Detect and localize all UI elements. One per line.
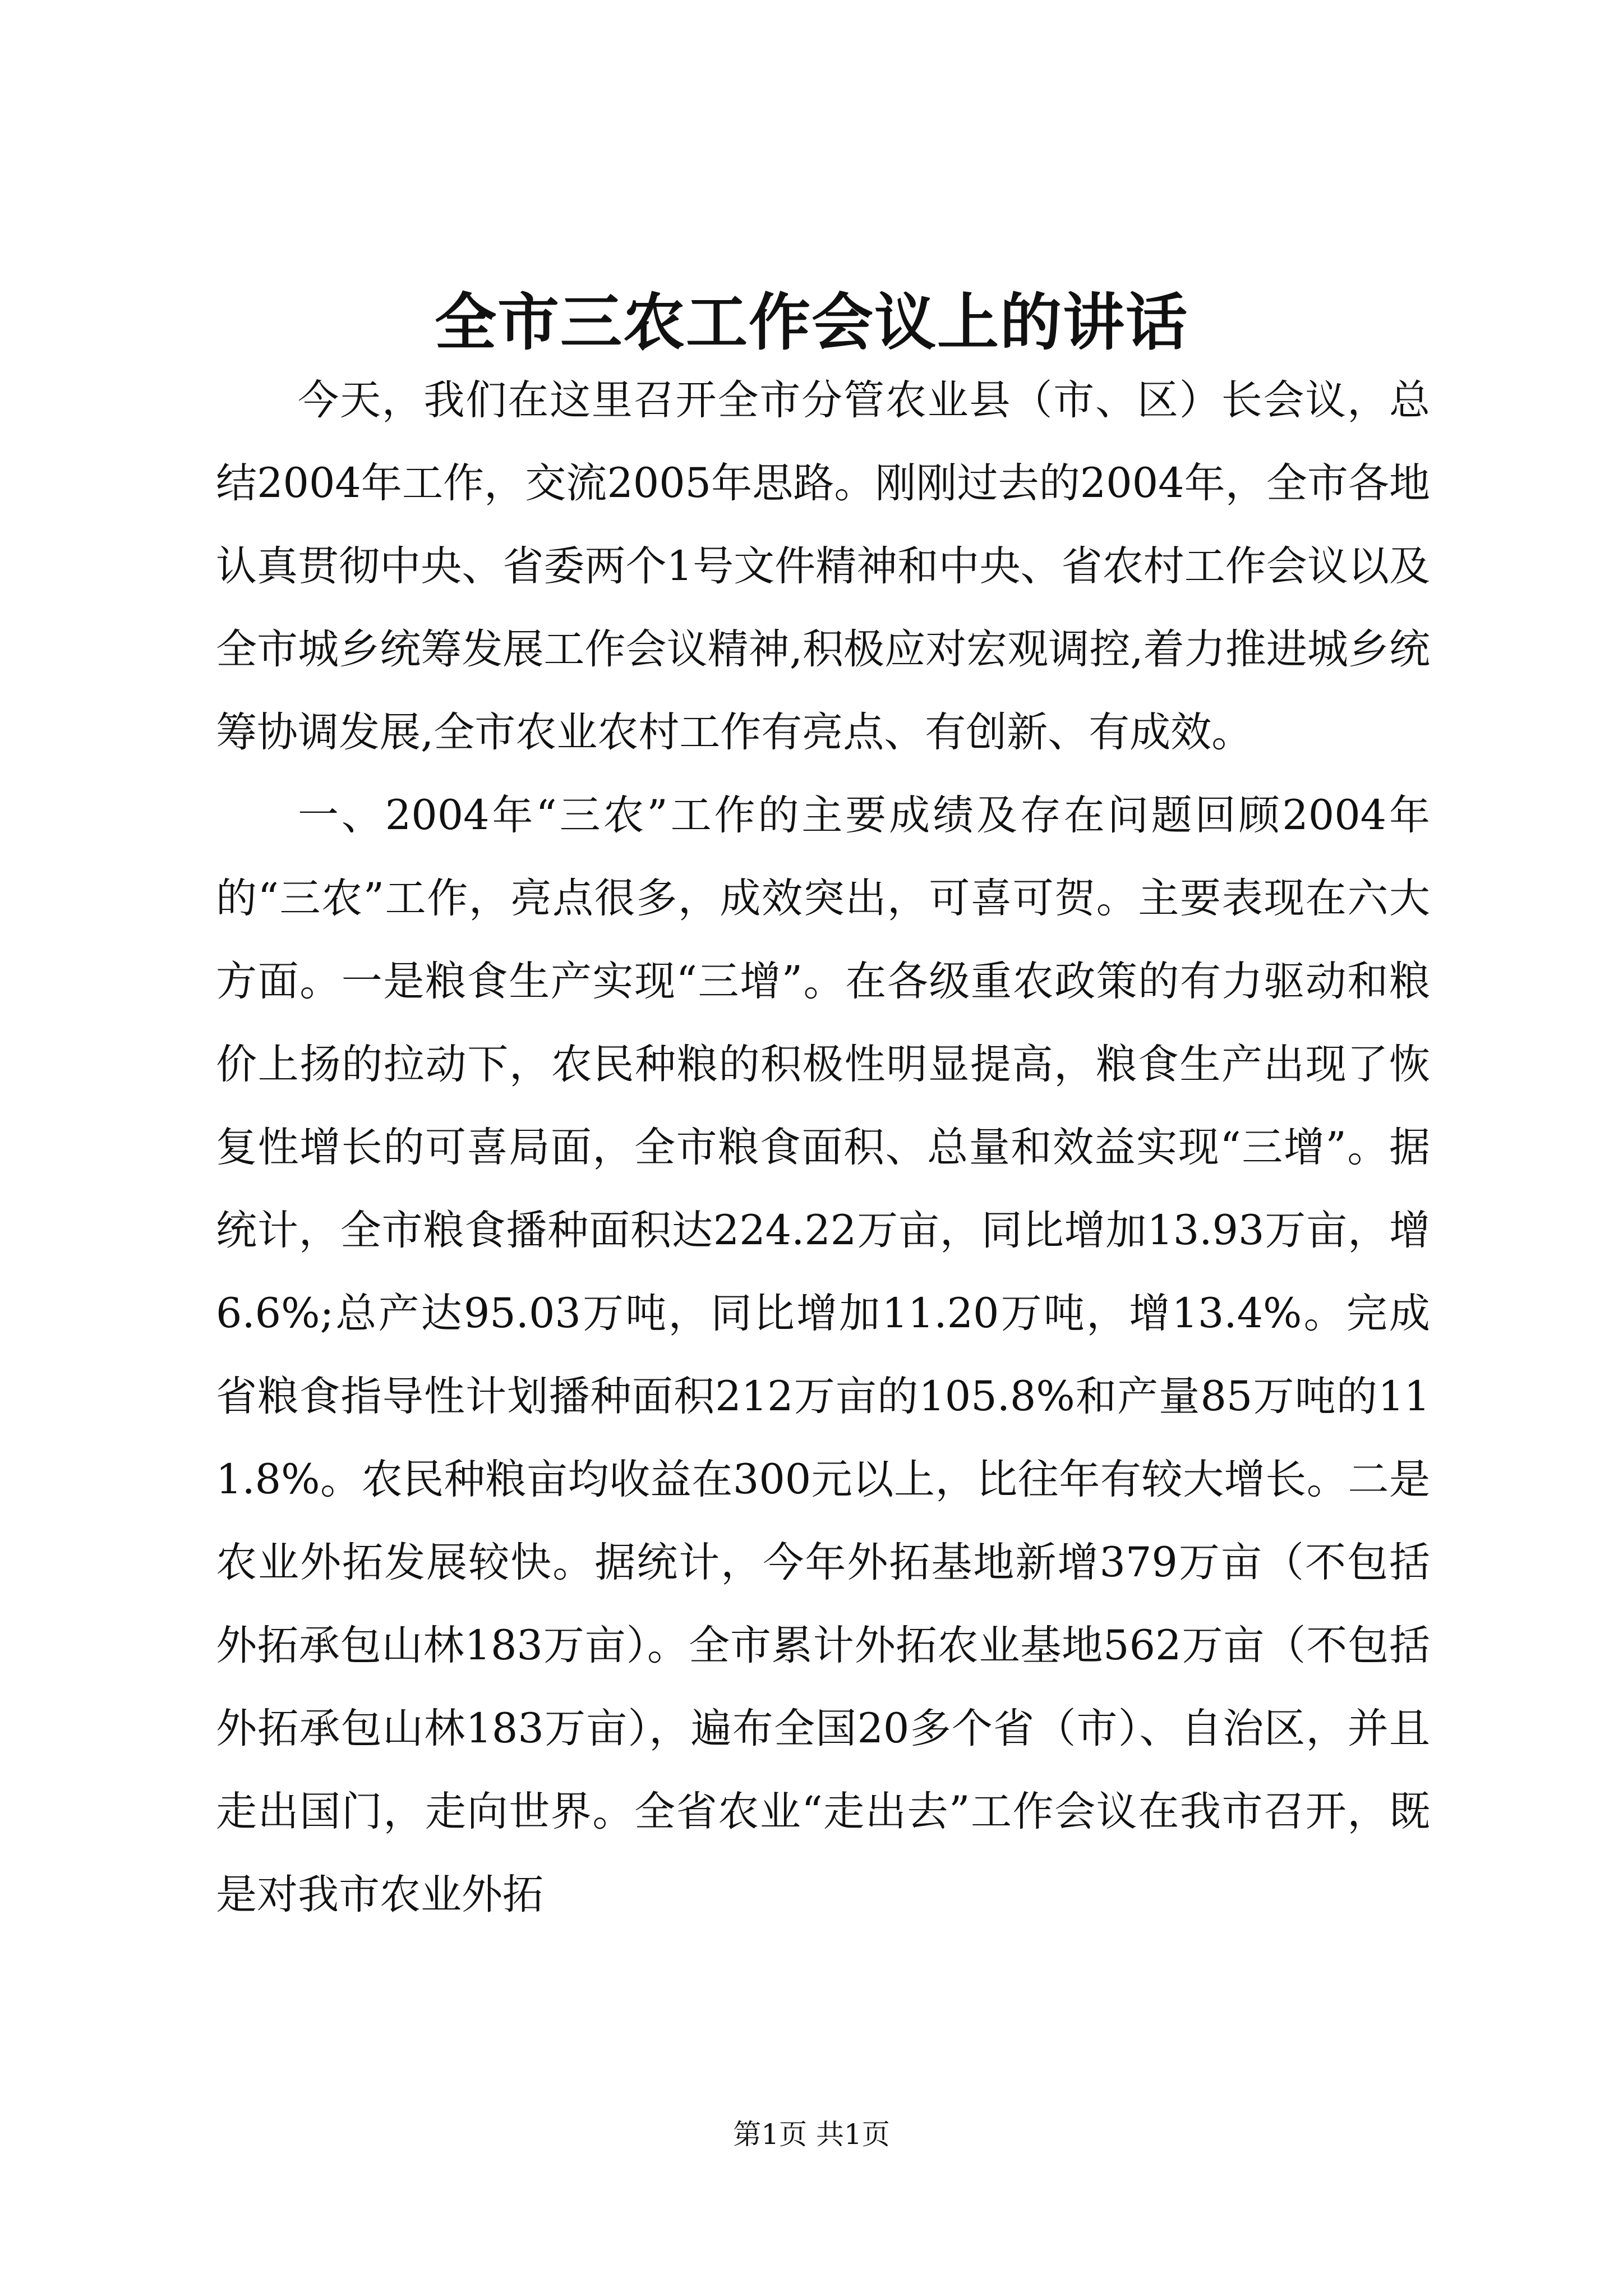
page-number-footer: 第1页 共1页 [733,2118,890,2151]
document-body [216,359,1430,1936]
paragraph-intro: 今天，我们在这里召开全市分管农业县（市、区）长会议，总结2004年工作，交流2005年思路。刚刚过去的2004年，全市各地认真贯彻中央、省委两个1号文件精神和中央、省农村工作会议以及全市城乡统筹发展工作会议精神,积极应对宏观调控,着力推进城乡统筹协调发展,全市农业农村工作有亮点、有创新、有成效。 [216,376,1430,756]
document-title: 全市三农工作会议上的讲话 [435,286,1188,358]
paragraph-section-one: 一、2004年“三农”工作的主要成绩及存在问题回顾2004年的“三农”工作，亮点很多，成效突出，可喜可贺。主要表现在六大方面。一是粮食生产实现“三增”。在各级重农政策的有力驱动和粮价上扬的拉动下，农民种粮的积极性明显提高，粮食生产出现了恢复性增长的可喜局面，全市粮食面积、总量和效益实现“三增”。据统计，全市粮食播种面积达224.22万亩，同比增加13.93万亩，增6.6%;总产达95.03万吨，同比增加11.20万吨，增13.4%。完成省粮食指导性计划播种面积212万亩的105.8%和产量85万吨的111.8%。农民种粮亩均收益在300元以上，比往年有较大增长。二是农业外拓发展较快。据统计，今年外拓基地新增379万亩（不包括外拓承包山林183万亩）。全市累计外拓农业基地562万亩（不包括外拓承包山林183万亩），遍布全国20多个省（市）、自治区，并且走出国门，走向世界。全省农业“走出去”工作会议在我市召开，既是对我市农业外拓 [216,792,1430,1918]
